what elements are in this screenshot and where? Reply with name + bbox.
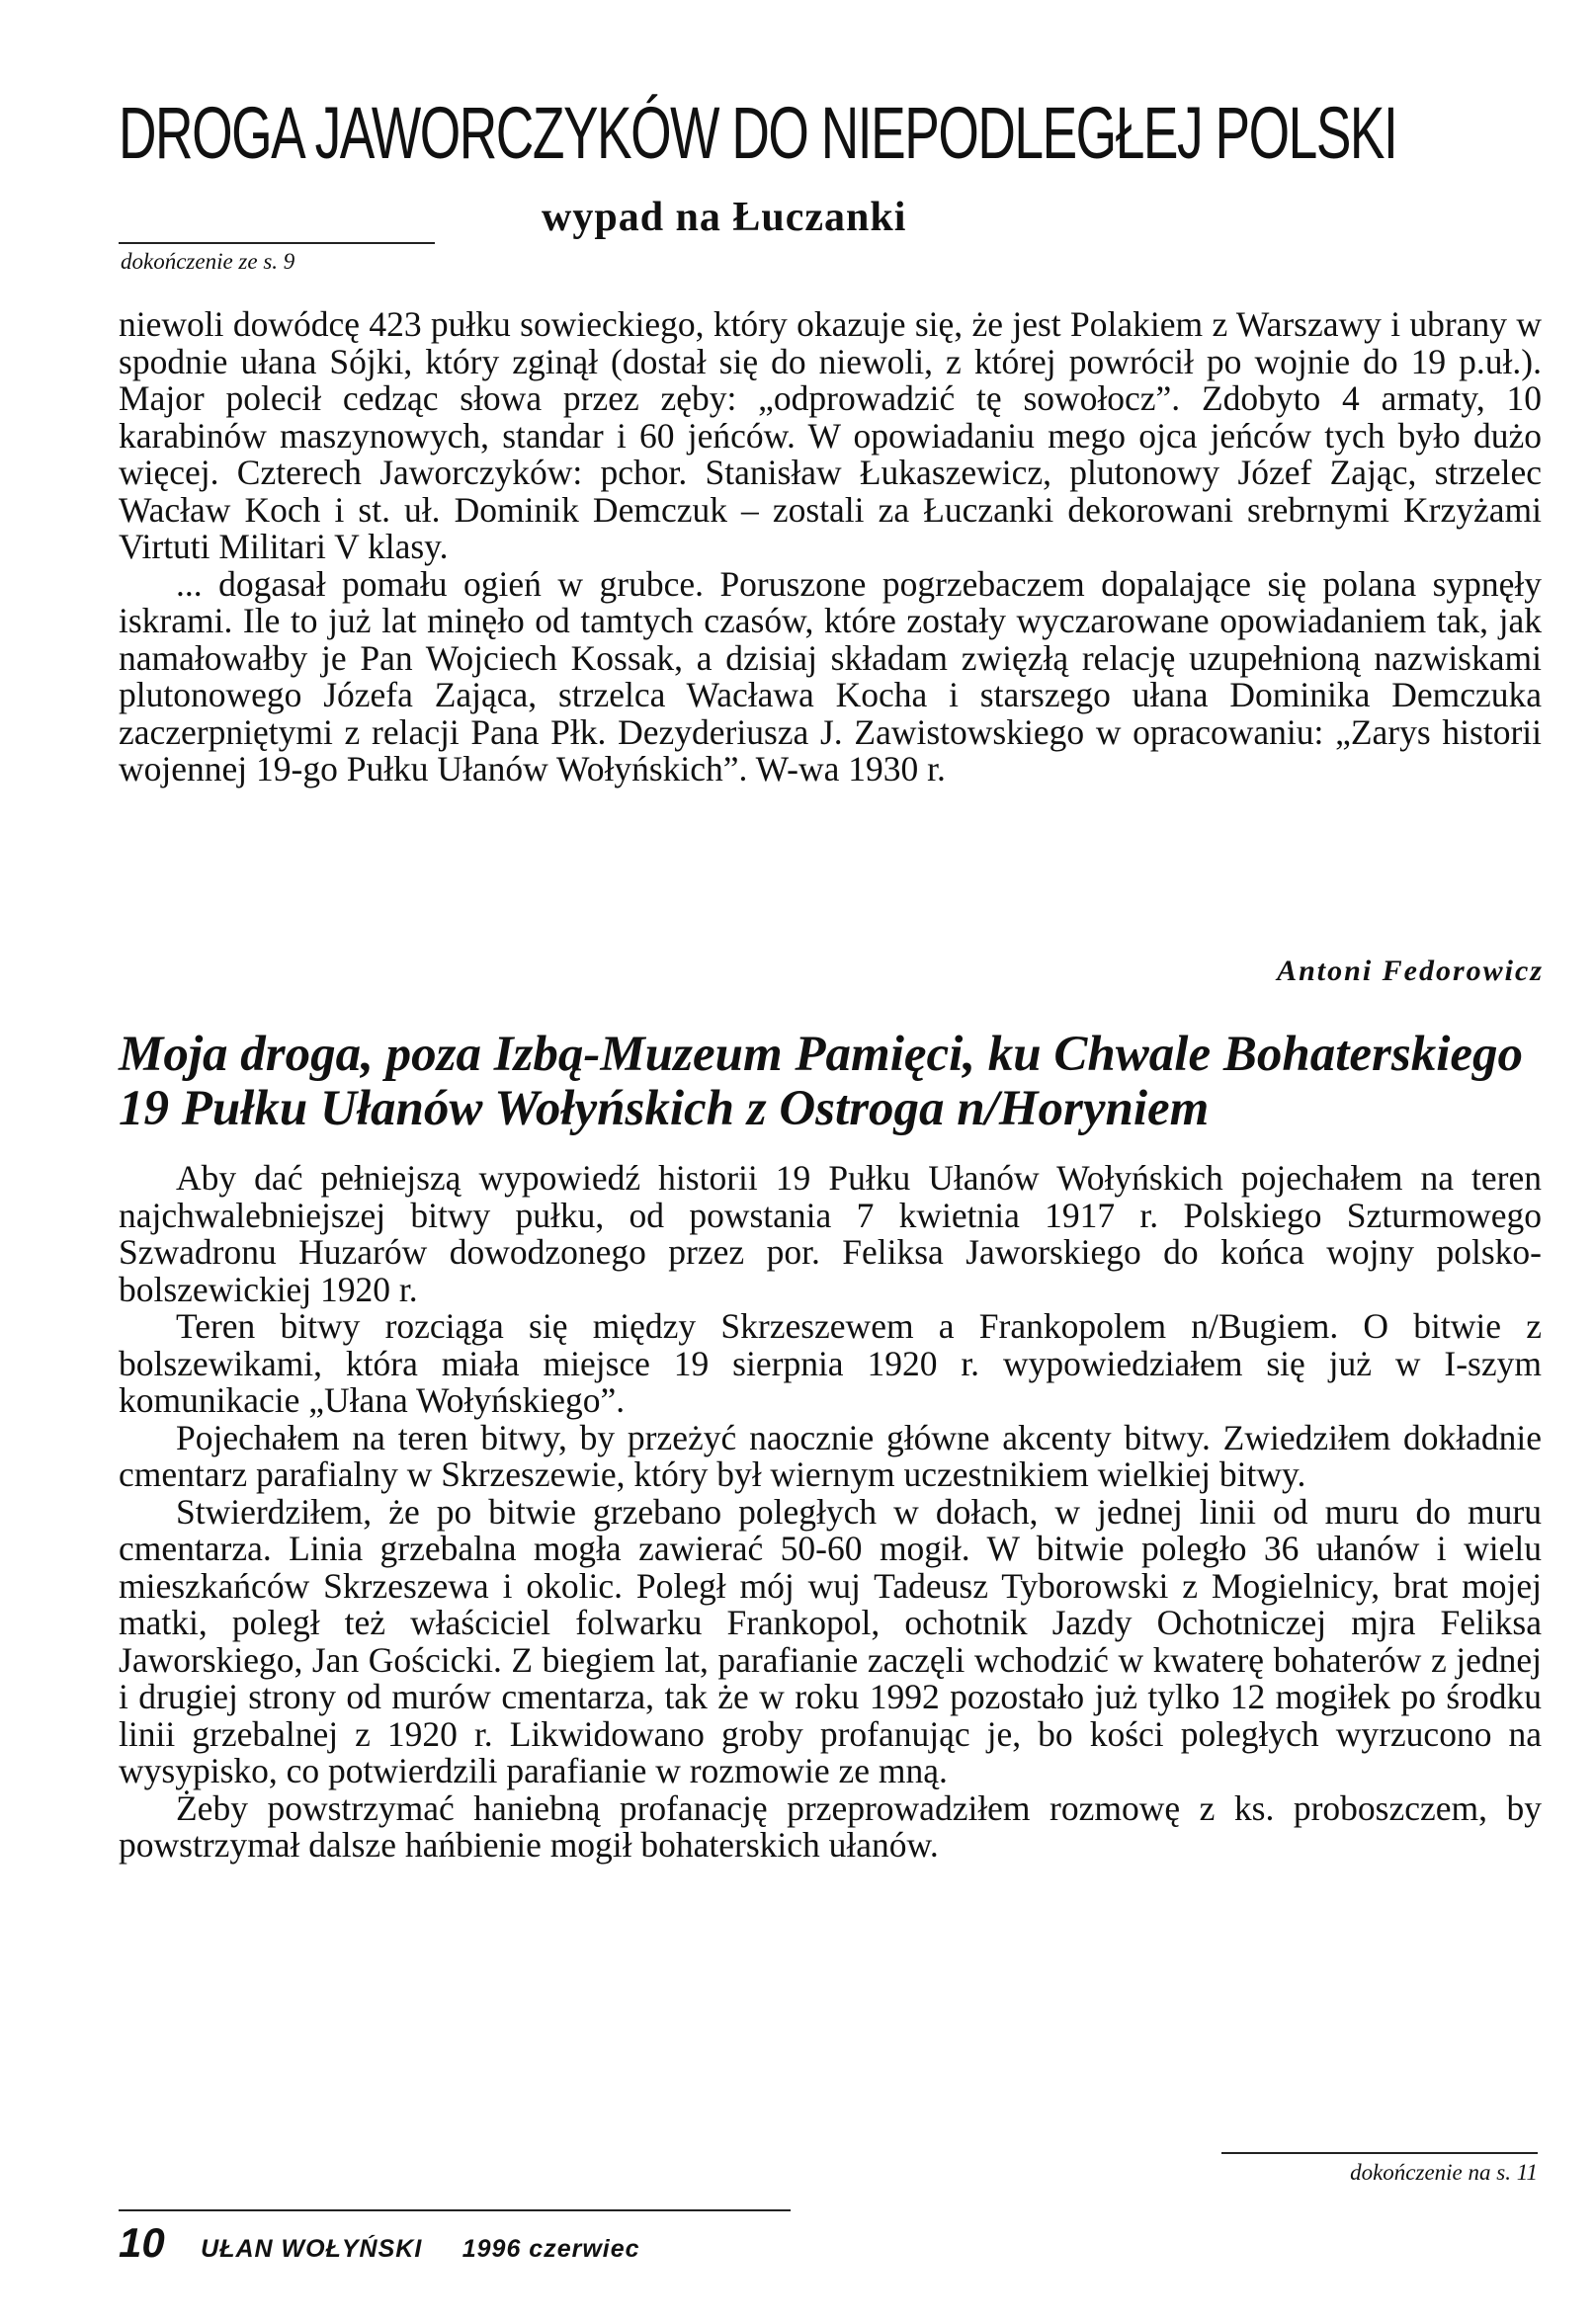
article2-body <box>119 1160 1542 1865</box>
main-title: DROGA JAWORCZYKÓW DO NIEPODLEGŁEJ POLSKI <box>119 92 1397 174</box>
continued-from-rule <box>119 242 435 244</box>
article2-title-line: 19 Pułku Ułanów Wołyńskich z Ostroga n/Horyniem <box>119 1081 1210 1136</box>
subtitle: wypad na Łuczanki <box>542 195 907 240</box>
article1-paragraph: niewoli dowódcę 423 pułku sowieckiego, który okazuje się, że jest Polakiem z Warszawy i ubrany w spodnie ułana Sójki, który zginął (dostał się do niewoli, z której powrócił po wojnie do 19 p.uł.). Major polecił cedząc słowa przez zęby: „odprowadzić tę sowołocz”. Zdobyto 4 armaty, 10 karabinów maszynowych, standar i 60 jeńców. W opowiadaniu mego ojca jeńców tych było dużo więcej. Czterech Jaworczyków: pchor. Stanisław Łukaszewicz, plutonowy Józef Zając, strzelec Wacław Koch i st. uł. Dominik Demczuk – zostali za Łuczanki dekorowani srebrnymi Krzyżami Virtuti Militari V klasy. <box>119 304 1542 566</box>
page-footer <box>119 2219 640 2267</box>
article2-paragraph: Aby dać pełniejszą wypowiedź historii 19 Pułku Ułanów Wołyńskich pojechałem na teren najchwalebniejszej bitwy pułku, od powstania 7 kwietnia 1917 r. Polskiego Szturmowego Szwadronu Huzarów dowodzonego przez por. Feliksa Jaworskiego do końca wojny polsko-bolszewickiej 1920 r. <box>119 1158 1542 1309</box>
article1-author: Antoni Fedorowicz <box>1277 954 1544 987</box>
article2-paragraph: Stwierdziłem, że po bitwie grzebano poległych w dołach, w jednej linii od muru do muru cmentarza. Linia grzebalna mogła zawierać 50-60 mogił. W bitwie poległo 36 ułanów i wielu mieszkańców Skrzeszewa i okolic. Poległ mój wuj Tadeusz Tyborowski z Mogielnicy, brat mojej matki, poległ też właściciel folwarku Frankopol, ochotnik Jazdy Ochotniczej mjra Feliksa Jaworskiego, Jan Gościcki. Z biegiem lat, parafianie zaczęli wchodzić w kwaterę bohaterów z jednej i drugiej strony od murów cmentarza, tak że w roku 1992 pozostało już tylko 12 mogiłek po środku linii grzebalnej z 1920 r. Likwidowano groby profanując je, bo kości poległych wyrzucono na wysypisko, co potwierdzili parafianie w rozmowie ze mną. <box>119 1491 1542 1790</box>
continued-on-rule <box>1221 2152 1538 2154</box>
page-number: 10 <box>119 2219 165 2266</box>
article1-paragraph: ... dogasał pomału ogień w grubce. Poruszone pogrzebaczem dopalające się polana sypnęły iskrami. Ile to już lat minęło od tamtych czasów, które zostały wyczarowane opowiadaniem tak, jak namałowałby je Pan Wojciech Kossak, a dzisiaj składam zwięzłą relację uzupełnioną nazwiskami plutonowego Józefa Zająca, strzelca Wacława Kocha i starszego ułana Dominika Demczuka zaczerpniętymi z relacji Pana Płk. Dezyderiusza J. Zawistowskiego w opracowaniu: „Zarys historii wojennej 19-go Pułku Ułanów Wołyńskich”. W-wa 1930 r. <box>119 563 1542 788</box>
continued-from-note: dokończenie ze s. 9 <box>121 249 295 274</box>
footer-rule <box>119 2209 791 2211</box>
article2-paragraph: Teren bitwy rozciąga się między Skrzeszewem a Frankopolem n/Bugiem. O bitwie z bolszewikami, która miała miejsce 19 sierpnia 1920 r. wypowiedziałem się już w I-szym komunikacie „Ułana Wołyńskiego”. <box>119 1306 1542 1420</box>
article2-paragraph: Żeby powstrzymać haniebną profanację przeprowadziłem rozmowę z ks. proboszczem, by powstrzymał dalsze hańbienie mogił bohaterskich ułanów. <box>119 1787 1542 1865</box>
article2-title-line: Moja droga, poza Izbą-Muzeum Pamięci, ku Chwale Bohaterskiego <box>119 1027 1524 1082</box>
article1-body <box>119 306 1542 788</box>
issue-date: 1996 czerwiec <box>462 2235 640 2263</box>
article2-paragraph: Pojechałem na teren bitwy, by przeżyć naocznie główne akcenty bitwy. Zwiedziłem dokładnie cmentarz parafialny w Skrzeszewie, który był wiernym uczestnikiem wielkiej bitwy. <box>119 1417 1542 1494</box>
continued-on-note: dokończenie na s. 11 <box>1350 2160 1538 2185</box>
magazine-name: UŁAN WOŁYŃSKI <box>201 2235 423 2263</box>
article2-title <box>119 1028 1561 1136</box>
